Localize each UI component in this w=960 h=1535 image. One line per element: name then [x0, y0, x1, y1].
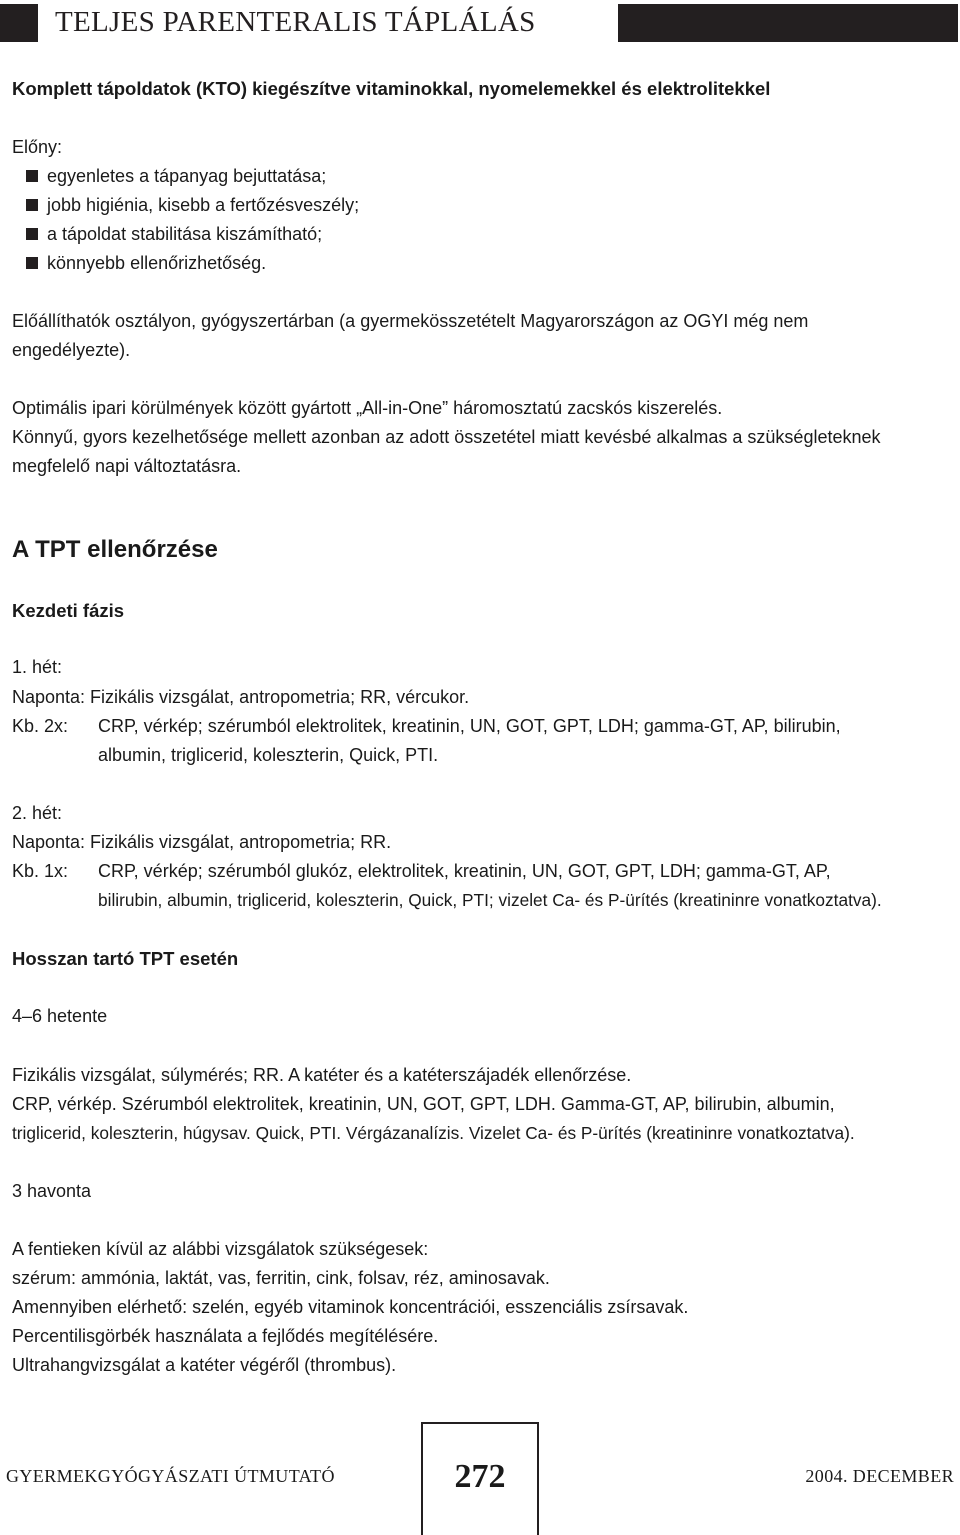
test-line: Amennyiben elérhető: szelén, egyéb vitaminok koncentrációi, esszenciális zsírsavak.	[12, 1297, 689, 1317]
paragraph-line: Optimális ipari körülmények között gyártott „All-in-One” háromosztatú zacskós kiszerelés.	[12, 398, 723, 418]
test-line: szérum: ammónia, laktát, vas, ferritin, cink, folsav, réz, aminosavak.	[12, 1268, 550, 1288]
kto-heading: Komplett tápoldatok (KTO) kiegészítve vitaminokkal, nyomelemekkel és elektrolitekkel	[12, 78, 771, 99]
advantage-item: jobb higiénia, kisebb a fertőzésveszély;	[26, 195, 359, 216]
test-line: Percentilisgörbék használata a fejlődés megítélésére.	[12, 1326, 439, 1346]
test-line: Fizikális vizsgálat, súlymérés; RR. A katéter és a katéterszájadék ellenőrzése.	[12, 1065, 632, 1085]
footer-right: 2004. DECEMBER	[805, 1466, 954, 1486]
bullet-square-icon	[26, 257, 38, 269]
week-label: 2. hét:	[12, 803, 63, 823]
interval-label: 3 havonta	[12, 1181, 92, 1201]
subsection-heading: Hosszan tartó TPT esetén	[12, 948, 239, 969]
footer-left: GYERMEKGYÓGYÁSZATI ÚTMUTATÓ	[6, 1466, 335, 1486]
test-line: albumin, triglicerid, koleszterin, Quick, PTI.	[98, 745, 439, 765]
daily-line: Naponta: Fizikális vizsgálat, antropometria; RR.	[12, 832, 392, 852]
page-number: 272	[454, 1458, 506, 1495]
test-line: CRP, vérkép; szérumból elektrolitek, kreatinin, UN, GOT, GPT, LDH; gamma-GT, AP, bilirubin,	[98, 716, 841, 736]
subsection-heading: Kezdeti fázis	[12, 600, 125, 621]
week-label: 1. hét:	[12, 657, 63, 677]
test-line: bilirubin, albumin, triglicerid, koleszterin, Quick, PTI; vizelet Ca- és P-ürítés (kreatininre vonatkoztatva).	[98, 890, 882, 910]
interval-label: 4–6 hetente	[12, 1006, 108, 1026]
advantage-item: a tápoldat stabilitása kiszámítható;	[26, 224, 322, 245]
test-line: CRP, vérkép. Szérumból elektrolitek, kreatinin, UN, GOT, GPT, LDH. Gamma-GT, AP, bilirubin, albumin,	[12, 1094, 835, 1114]
test-line: triglicerid, koleszterin, húgysav. Quick, PTI. Vérgázanalízis. Vizelet Ca- és P-ürítés (kreatininre vonatkoztatva).	[12, 1123, 855, 1143]
header-bar	[0, 4, 958, 42]
paragraph-line: Könnyű, gyors kezelhetősége mellett azonban az adott összetétel miatt kevésbé alkalmas a szükségleteknek	[12, 427, 881, 447]
advantage-item: könnyebb ellenőrizhetőség.	[26, 253, 266, 274]
bullet-square-icon	[26, 228, 38, 240]
page-title: TELJES PARENTERALIS TÁPLÁLÁS	[55, 6, 536, 38]
section-heading: A TPT ellenőrzése	[12, 536, 218, 563]
test-line: CRP, vérkép; szérumból glukóz, elektrolitek, kreatinin, UN, GOT, GPT, LDH; gamma-GT, AP,	[98, 861, 831, 881]
paragraph-line: Előállíthatók osztályon, gyógyszertárban (a gyermekösszetételt Magyarországon az OGYI még nem	[12, 311, 809, 331]
bullet-square-icon	[26, 170, 38, 182]
paragraph-line: megfelelő napi változtatásra.	[12, 456, 242, 476]
frequency-label: Kb. 2x:	[12, 716, 69, 736]
advantage-item: egyenletes a tápanyag bejuttatása;	[26, 166, 326, 187]
daily-line: Naponta: Fizikális vizsgálat, antropometria; RR, vércukor.	[12, 687, 470, 707]
advantage-label: Előny:	[12, 137, 63, 157]
paragraph-line: engedélyezte).	[12, 340, 131, 360]
header-title-box	[38, 4, 620, 42]
bullet-square-icon	[26, 199, 38, 211]
test-line: Ultrahangvizsgálat a katéter végéről (thrombus).	[12, 1355, 397, 1375]
frequency-label: Kb. 1x:	[12, 861, 69, 881]
test-line: A fentieken kívül az alábbi vizsgálatok szükségesek:	[12, 1239, 429, 1259]
page-number-box	[421, 1422, 539, 1535]
